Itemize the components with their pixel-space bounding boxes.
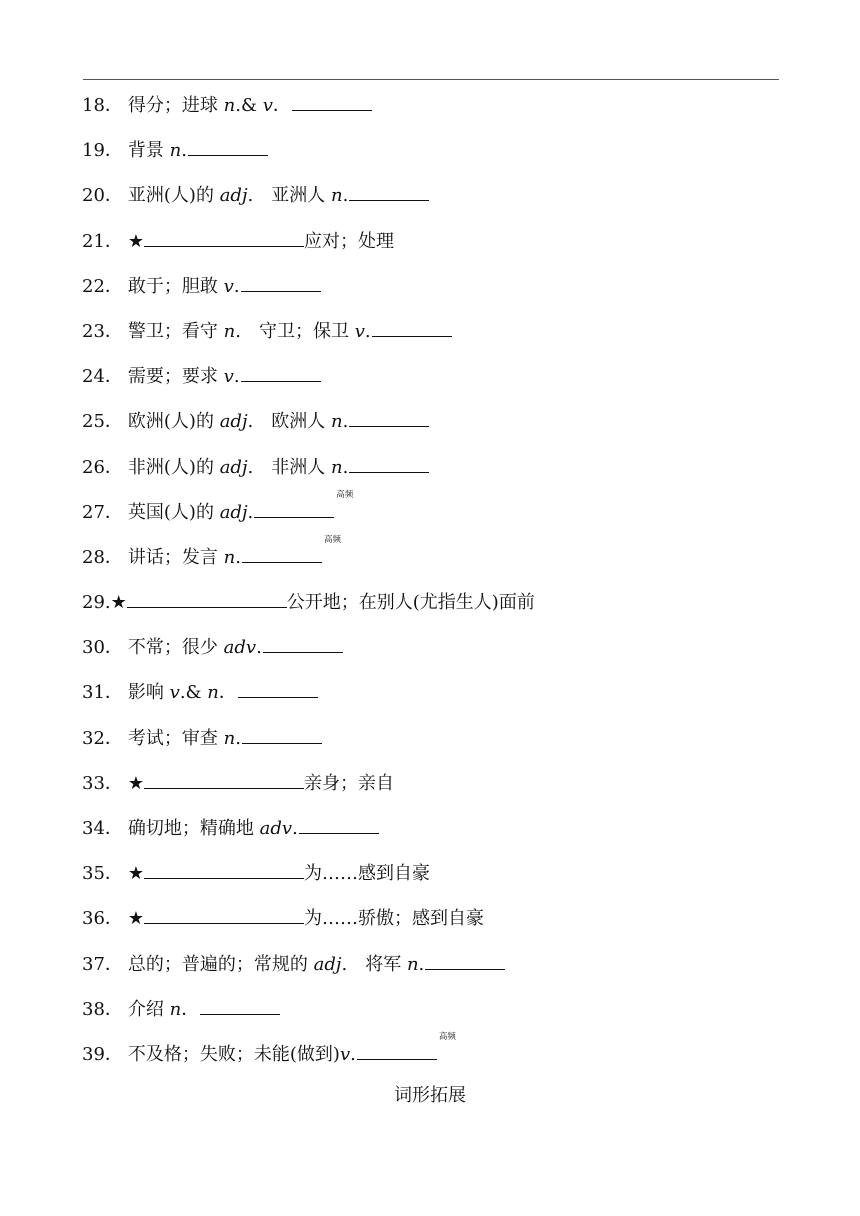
item-text: 考试；审查 (127, 727, 224, 749)
item-number: 20． (82, 185, 123, 207)
item-text: 确切地；精确地 (127, 818, 260, 839)
item-text: 守卫；保卫 (258, 320, 355, 342)
answer-blank[interactable] (357, 1041, 437, 1060)
part-of-speech: v (169, 682, 180, 704)
part-of-speech: n (406, 953, 419, 975)
part-of-speech: adj (219, 411, 248, 433)
part-of-speech: v (339, 1043, 351, 1065)
answer-blank[interactable] (144, 860, 304, 879)
vocabulary-list (82, 92, 782, 1086)
item-text: . (247, 501, 254, 523)
item-text: ★ (127, 230, 145, 252)
item-text: . (233, 275, 240, 297)
item-text: 亚洲(人)的 (127, 185, 220, 207)
answer-blank[interactable] (292, 92, 372, 111)
item-text: . (247, 456, 254, 478)
part-of-speech: n (207, 682, 219, 704)
item-text: 非洲(人)的 (127, 456, 220, 478)
item-text: 应对；处理 (304, 230, 395, 252)
item-number: 36． (82, 908, 123, 930)
item-text: ★ (110, 592, 127, 614)
item-text: .& (235, 95, 263, 116)
item-text: 介绍 (127, 998, 170, 1020)
item-number: 25． (82, 411, 123, 433)
vocab-item (82, 1031, 782, 1086)
part-of-speech: adj (219, 456, 248, 478)
part-of-speech: v (223, 366, 234, 388)
part-of-speech: v (262, 95, 273, 116)
answer-blank[interactable] (242, 725, 322, 744)
part-of-speech: n (331, 185, 343, 207)
vocab-item (82, 815, 782, 860)
item-text: 亲身；亲自 (304, 772, 395, 794)
vocab-item (82, 228, 782, 273)
part-of-speech: n (169, 140, 182, 162)
item-text: 为……感到自豪 (304, 863, 431, 885)
item-number: 21． (82, 230, 123, 252)
vocab-item (82, 534, 782, 589)
vocab-item (82, 273, 782, 318)
vocab-item (82, 408, 782, 453)
answer-blank[interactable] (372, 318, 452, 337)
vocab-item (82, 679, 782, 724)
item-text: . (247, 411, 254, 433)
item-text: . (235, 320, 241, 342)
item-text: 英国(人)的 (127, 501, 220, 523)
item-text: 得分；进球 (127, 95, 224, 116)
part-of-speech: n (331, 456, 343, 478)
answer-blank[interactable] (299, 815, 379, 834)
part-of-speech: adv (223, 637, 257, 659)
item-text: ★ (127, 863, 145, 885)
part-of-speech: n (223, 95, 236, 116)
part-of-speech: n (169, 998, 182, 1020)
item-text: 亚洲人 (271, 185, 331, 207)
item-text: . (247, 185, 254, 207)
answer-blank[interactable] (200, 996, 280, 1015)
vocab-item (82, 860, 782, 905)
item-number: 33． (82, 772, 123, 794)
answer-blank[interactable] (254, 499, 334, 518)
answer-blank[interactable] (241, 273, 321, 292)
item-text: . (341, 953, 348, 975)
item-text: . (235, 546, 241, 568)
item-text: . (342, 456, 349, 478)
item-number: 30． (82, 637, 123, 659)
item-number: 31． (82, 682, 123, 704)
answer-blank[interactable] (238, 679, 318, 698)
vocab-item (82, 92, 782, 137)
vocab-item (82, 634, 782, 679)
item-number: 29. (82, 592, 111, 614)
item-text: . (233, 366, 240, 388)
item-text: ★ (127, 908, 145, 930)
answer-blank[interactable] (349, 182, 429, 201)
vocab-item (82, 905, 782, 950)
item-text: . (350, 1043, 356, 1065)
vocab-item (82, 318, 782, 363)
vocab-item (82, 725, 782, 770)
item-text: . (235, 727, 241, 749)
part-of-speech: adj (313, 953, 342, 975)
item-number: 23． (82, 320, 123, 342)
item-text: . (256, 637, 262, 659)
item-text: 不及格；失败；未能(做到) (127, 1043, 340, 1065)
answer-blank[interactable] (188, 137, 268, 156)
part-of-speech: n (223, 320, 236, 342)
part-of-speech: adj (219, 501, 248, 523)
item-number: 34． (82, 818, 123, 839)
item-number: 22． (82, 275, 123, 297)
vocab-item (82, 182, 782, 227)
vocab-item (82, 996, 782, 1041)
item-number: 37． (82, 953, 123, 975)
item-text: 讲话；发言 (127, 546, 224, 568)
item-text: 需要；要求 (127, 366, 224, 388)
part-of-speech: n (331, 411, 343, 433)
item-text: 欧洲人 (271, 411, 331, 433)
item-number: 32． (82, 727, 123, 749)
item-number: 39． (82, 1043, 123, 1065)
part-of-speech: adj (219, 185, 248, 207)
part-of-speech: v (354, 320, 365, 342)
item-text: 总的；普遍的；常规的 (127, 953, 314, 975)
answer-blank[interactable] (242, 544, 322, 563)
item-text: 欧洲(人)的 (127, 411, 220, 433)
item-number: 19． (82, 140, 123, 162)
vocab-item (82, 489, 782, 544)
item-text: . (342, 185, 349, 207)
item-text: . (181, 140, 187, 162)
item-number: 35． (82, 863, 123, 885)
item-text: ． (272, 95, 291, 116)
item-text: ． (218, 682, 237, 704)
section-heading: 词形拓展 (394, 1085, 466, 1106)
part-of-speech: adv (259, 818, 293, 839)
item-text: ★ (127, 772, 145, 794)
item-text: 敢于；胆敢 (127, 275, 224, 297)
answer-blank[interactable] (144, 228, 304, 247)
vocab-item (82, 770, 782, 815)
answer-blank[interactable] (144, 905, 304, 924)
item-number: 26． (82, 456, 123, 478)
item-number: 28． (82, 546, 123, 568)
item-text: .& (179, 682, 208, 704)
high-frequency-tag: 高频 (438, 1031, 456, 1042)
answer-blank[interactable] (349, 408, 429, 427)
answer-blank[interactable] (425, 951, 505, 970)
item-number: 38． (82, 998, 123, 1020)
vocab-item (82, 951, 782, 996)
answer-blank[interactable] (349, 454, 429, 473)
header-rule (83, 79, 779, 80)
high-frequency-tag: 高频 (336, 489, 354, 500)
item-text: 警卫；看守 (127, 320, 224, 342)
item-text: . (342, 411, 349, 433)
part-of-speech: n (223, 727, 236, 749)
item-number: 27． (82, 501, 123, 523)
vocab-item (82, 363, 782, 408)
vocab-item (82, 454, 782, 499)
item-text: . (418, 953, 425, 975)
answer-blank[interactable] (127, 589, 287, 608)
item-text: 背景 (127, 140, 170, 162)
item-text: 公开地；在别人(尤指生人)面前 (286, 592, 535, 614)
item-text: 不常；很少 (127, 637, 224, 659)
item-text: . (292, 818, 298, 839)
vocab-item (82, 589, 782, 634)
item-number: 24． (82, 366, 123, 388)
item-text: . (364, 320, 371, 342)
answer-blank[interactable] (263, 634, 343, 653)
part-of-speech: v (223, 275, 234, 297)
item-text: 非洲人 (271, 456, 331, 478)
item-text: ． (181, 998, 200, 1020)
high-frequency-tag: 高频 (323, 534, 341, 545)
answer-blank[interactable] (144, 770, 304, 789)
item-text: 为……骄傲；感到自豪 (304, 908, 485, 930)
item-number: 18． (82, 95, 123, 116)
item-text: 将军 (365, 953, 407, 975)
vocab-item (82, 137, 782, 182)
answer-blank[interactable] (241, 363, 321, 382)
part-of-speech: n (223, 546, 236, 568)
item-text: 影响 (127, 682, 170, 704)
